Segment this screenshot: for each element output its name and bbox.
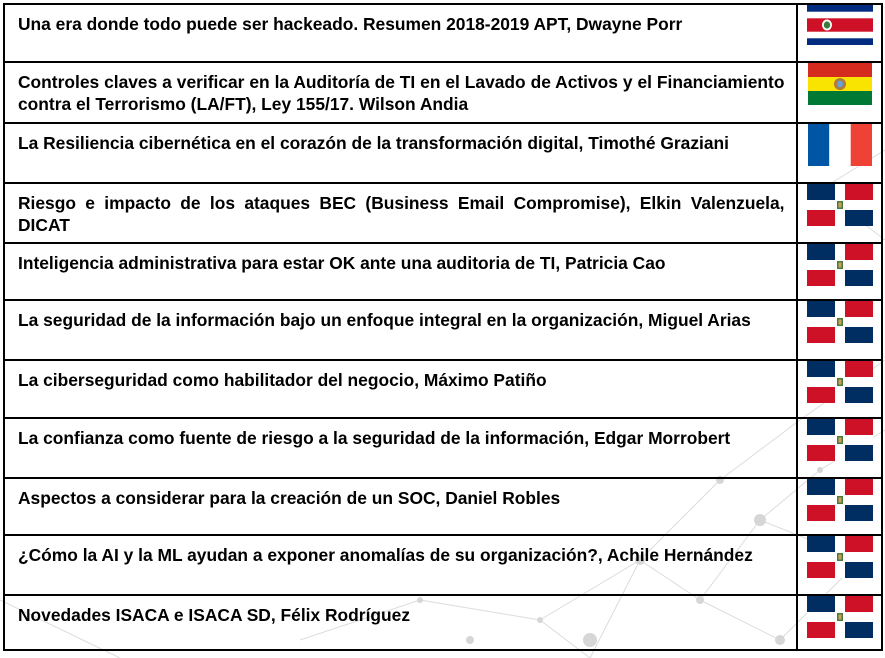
dominican-republic-flag-icon [807, 184, 873, 226]
bolivia-flag-icon [808, 63, 872, 105]
costa-rica-flag-icon [807, 5, 873, 45]
dominican-republic-flag-icon [807, 596, 873, 638]
agenda-row [4, 62, 882, 123]
session-title: La seguridad de la información bajo un enfoque integral en la organización, Miguel Arias [4, 300, 797, 360]
session-title: Aspectos a considerar para la creación de un SOC, Daniel Robles [4, 478, 797, 535]
agenda-row [4, 123, 882, 183]
agenda-row [4, 4, 882, 62]
dominican-republic-flag-icon [807, 479, 873, 521]
session-title: ¿Cómo la AI y la ML ayudan a exponer anomalías de su organización?, Achile Hernández [4, 535, 797, 595]
session-title: Una era donde todo puede ser hackeado. Resumen 2018-2019 APT, Dwayne Porr [4, 4, 797, 62]
agenda-row [4, 360, 882, 418]
dominican-republic-flag-icon [807, 244, 873, 286]
session-title: Inteligencia administrativa para estar OK ante una auditoria de TI, Patricia Cao [4, 243, 797, 300]
agenda-row [4, 300, 882, 360]
agenda-row [4, 535, 882, 595]
agenda-row [4, 183, 882, 243]
agenda-row [4, 478, 882, 535]
session-title: La Resiliencia cibernética en el corazón de la transformación digital, Timothé Graziani [4, 123, 797, 183]
agenda-table [3, 3, 883, 651]
france-flag-icon [808, 124, 872, 166]
session-title: Novedades ISACA e ISACA SD, Félix Rodríguez [4, 595, 797, 650]
session-title: Riesgo e impacto de los ataques BEC (Business Email Compromise), Elkin Valenzuela, DICAT [4, 183, 797, 243]
agenda-row [4, 243, 882, 300]
session-title: La ciberseguridad como habilitador del negocio, Máximo Patiño [4, 360, 797, 418]
dominican-republic-flag-icon [807, 301, 873, 343]
dominican-republic-flag-icon [807, 361, 873, 403]
session-title: La confianza como fuente de riesgo a la seguridad de la información, Edgar Morrobert [4, 418, 797, 478]
agenda-row [4, 418, 882, 478]
agenda-row [4, 595, 882, 650]
dominican-republic-flag-icon [807, 419, 873, 461]
dominican-republic-flag-icon [807, 536, 873, 578]
session-title: Controles claves a verificar en la Auditoría de TI en el Lavado de Activos y el Financiamiento contra el Terrorismo (LA/FT), Ley 155/17. Wilson Andia [4, 62, 797, 123]
